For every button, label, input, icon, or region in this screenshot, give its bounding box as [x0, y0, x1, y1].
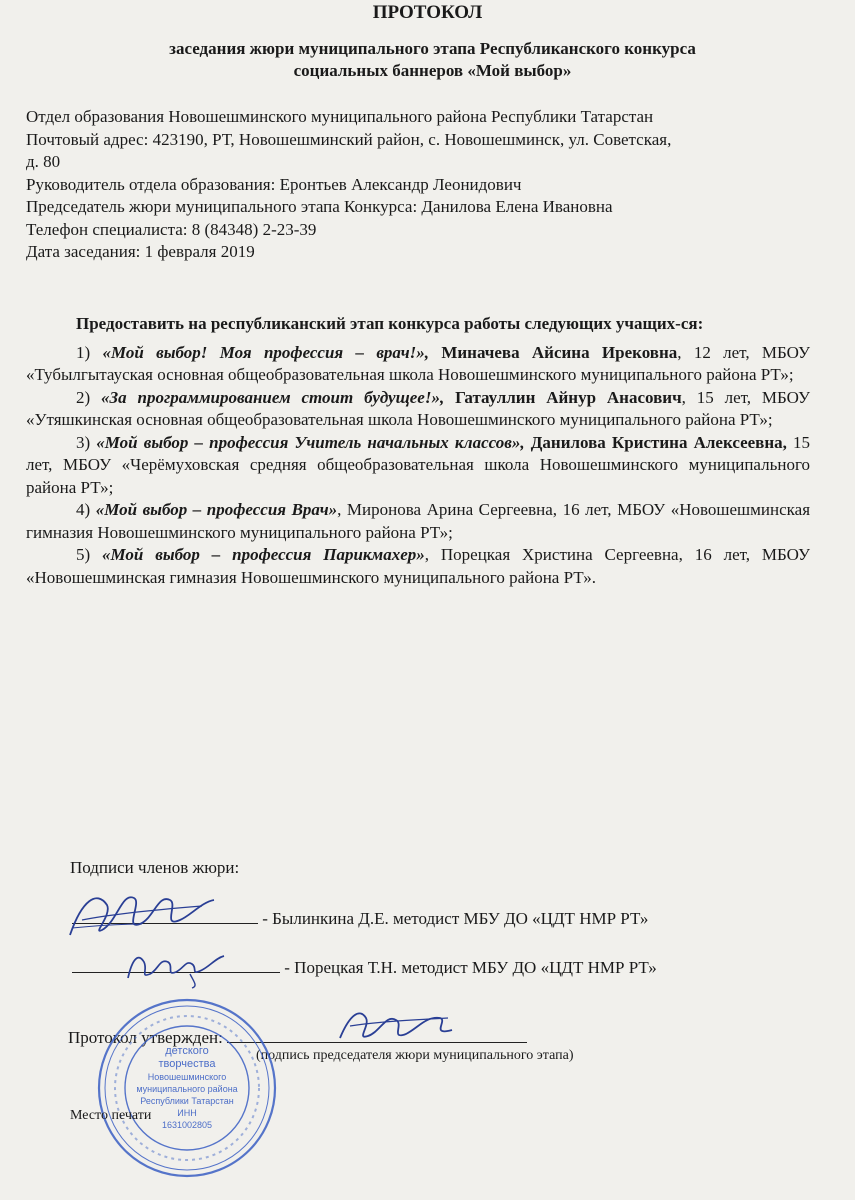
- item-title: «Мой выбор – профессия Парикмахер»: [102, 545, 425, 564]
- item-number: 4): [76, 500, 91, 519]
- list-item: [26, 387, 810, 432]
- signature-poretskaya: [120, 940, 230, 990]
- list-item: [26, 499, 810, 544]
- member-1-label: - Былинкина Д.Е. методист МБУ ДО «ЦДТ НМР РТ»: [262, 909, 649, 928]
- item-rest: , Миронова Арина Сергеевна, 16 лет, МБОУ «Новошешминская гимназия Новошешминского муниципального района РТ»;: [26, 500, 811, 542]
- item-number: 5): [76, 545, 91, 564]
- info-date: Дата заседания: 1 февраля 2019: [26, 242, 255, 261]
- item-number: 2): [76, 387, 91, 407]
- info-department: Отдел образования Новошешминского муниципального района Республики Татарстан: [26, 107, 654, 126]
- stamp-text-5: Республики Татарстан: [140, 1096, 234, 1106]
- official-stamp: [95, 996, 280, 1181]
- item-title: «За программированием стоит будущее!»,: [101, 387, 445, 407]
- item-rest: , 15 лет, МБОУ «Утяшкинская основная общеобразовательная школа Новошешминского муниципального района РТ»;: [26, 387, 811, 429]
- info-address-line-1: Почтовый адрес: 423190, РТ, Новошешминский район, с. Новошешминск, ул. Советская,: [26, 129, 672, 149]
- info-phone: Телефон специалиста: 8 (84348) 2-23-39: [26, 219, 317, 239]
- decision-block: [26, 313, 810, 589]
- stamp-text-3: Новошешминского: [147, 1072, 227, 1082]
- seal-place-label: Место печати: [70, 1108, 152, 1123]
- info-address-line-2: д. 80: [26, 152, 61, 171]
- item-title: «Мой выбор – профессия Врач»: [95, 500, 338, 519]
- stamp-text-4: муниципального района: [136, 1084, 238, 1094]
- subtitle-line-1: заседания жюри муниципального этапа Республиканского конкурса: [169, 39, 696, 58]
- list-item: [26, 432, 810, 500]
- info-block: [26, 106, 826, 264]
- item-rest: 15 лет, МБОУ «Черёмуховская средняя общеобразовательная школа Новошешминского муниципального района РТ»;: [26, 432, 811, 497]
- signatures-heading: Подписи членов жюри:: [70, 858, 240, 877]
- document-subtitle: [120, 38, 745, 82]
- item-number: 3): [76, 432, 91, 452]
- item-title: «Мой выбор! Моя профессия – врач!»,: [102, 342, 429, 362]
- member-2-label: - Порецкая Т.Н. методист МБУ ДО «ЦДТ НМР РТ»: [284, 958, 657, 977]
- approved-label: Протокол утвержден:: [68, 1028, 223, 1047]
- stamp-text-6: ИНН: [177, 1108, 197, 1118]
- item-rest: , 12 лет, МБОУ «Тубылгытауская основная общеобразовательная школа Новошешминского муниципального района РТ»;: [26, 342, 811, 384]
- item-name: Миначева Айсина Ирековна: [441, 342, 678, 362]
- list-item: [26, 342, 810, 387]
- item-name: Гатауллин Айнур Анасович: [455, 387, 682, 407]
- approved-caption: (подпись председателя жюри муниципального этапа): [256, 1048, 574, 1063]
- info-chair: Председатель жюри муниципального этапа Конкурса: Данилова Елена Ивановна: [26, 197, 613, 216]
- stamp-text-1: детского: [165, 1045, 209, 1057]
- signature-chair: [330, 1000, 460, 1055]
- document-title: ПРОТОКОЛ: [372, 2, 483, 23]
- stamp-text-7: 1631002805: [161, 1120, 213, 1130]
- item-title: «Мой выбор – профессия Учитель начальных классов»,: [96, 432, 525, 452]
- subtitle-line-2: социальных баннеров «Мой выбор»: [293, 61, 572, 80]
- item-rest: , Порецкая Христина Сергеевна, 16 лет, МБОУ «Новошешминская гимназия Новошешминского муниципального района РТ».: [26, 545, 811, 587]
- item-number: 1): [76, 342, 91, 362]
- stamp-text-2: творчества: [158, 1058, 216, 1070]
- list-item: [26, 544, 810, 589]
- decision-heading: Предоставить на республиканский этап конкурса работы следующих учащих-ся:: [76, 314, 704, 333]
- item-name: Данилова Кристина Алексеевна,: [530, 432, 787, 452]
- info-head: Руководитель отдела образования: Еронтьев Александр Леонидович: [26, 174, 522, 194]
